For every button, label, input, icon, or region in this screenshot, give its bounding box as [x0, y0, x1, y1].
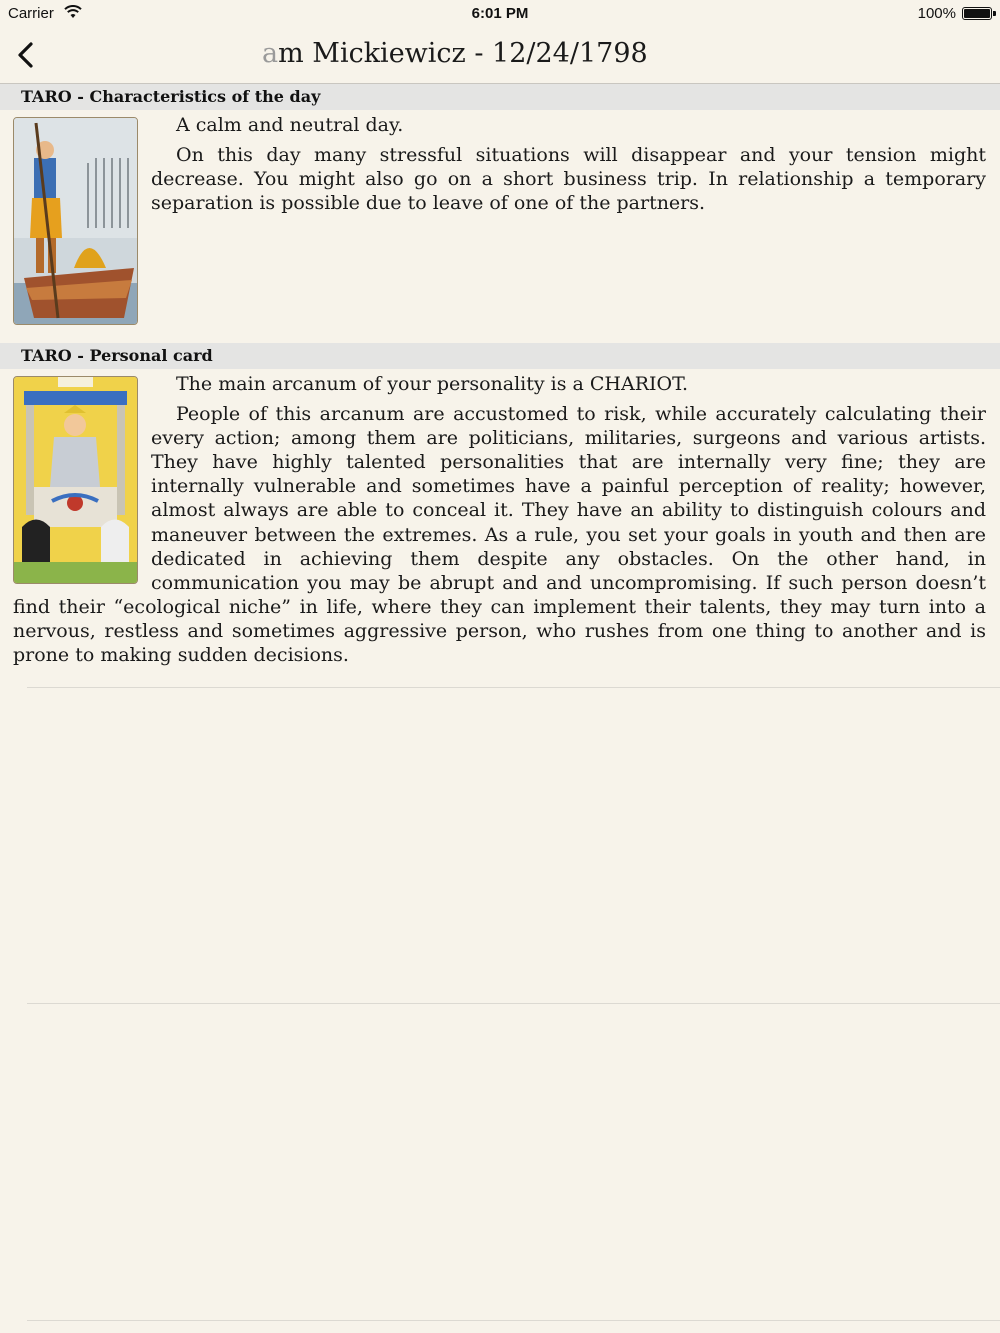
page-title-text: m Mickiewicz - 12/24/1798	[278, 38, 648, 69]
section-body-personal	[13, 372, 986, 667]
day-description: On this day many stressful situations will disappear and your tension might decrease. You might also go on a short business trip. In relationship a temporary separation is possible due to leave of one of the partners.	[151, 144, 986, 215]
status-bar	[0, 0, 1000, 28]
clock: 6:01 PM	[471, 5, 529, 22]
battery-icon	[962, 7, 992, 20]
personal-summary: The main arcanum of your personality is a CHARIOT.	[176, 373, 689, 395]
divider	[27, 1320, 1000, 1321]
swords-card-image	[13, 117, 138, 325]
battery-percentage: 100%	[917, 5, 956, 22]
section-header-personal: TARO - Personal card	[0, 343, 1000, 369]
personal-description: People of this arcanum are accustomed to risk, while accurately calculating their every action; among them are politicians, militaries, surgeons and various artists. They have highly talented personalities that are internally very fine; they are internally vulnerable and sometimes have a painful perception of reality; however, almost always are able to conceal it. They have an ability to distinguish colours and maneuver between the extremes. As a rule, you set your goals in youth and then are dedicated in achieving them despite any obstacles. On the other hand, in communication you may be abrupt and and uncompromising. If such person doesn’t find their “ecological niche” in life, where they can implement their talents, they may turn into a nervous, restless and sometimes aggressive person, who rushes from one thing to another and is prone to making sudden decisions.	[13, 403, 986, 667]
chariot-card-image	[13, 376, 138, 584]
divider	[27, 1003, 1000, 1004]
page-title	[262, 38, 648, 69]
carrier-label: Carrier	[8, 5, 54, 22]
day-summary: A calm and neutral day.	[176, 114, 404, 136]
section-header-day: TARO - Characteristics of the day	[0, 84, 1000, 110]
battery-tip	[993, 11, 996, 16]
section-body-day	[13, 113, 986, 329]
chevron-left-icon[interactable]	[10, 36, 46, 72]
page-title-faded: a	[262, 38, 279, 69]
divider	[27, 687, 1000, 688]
navigation-bar	[0, 28, 1000, 84]
